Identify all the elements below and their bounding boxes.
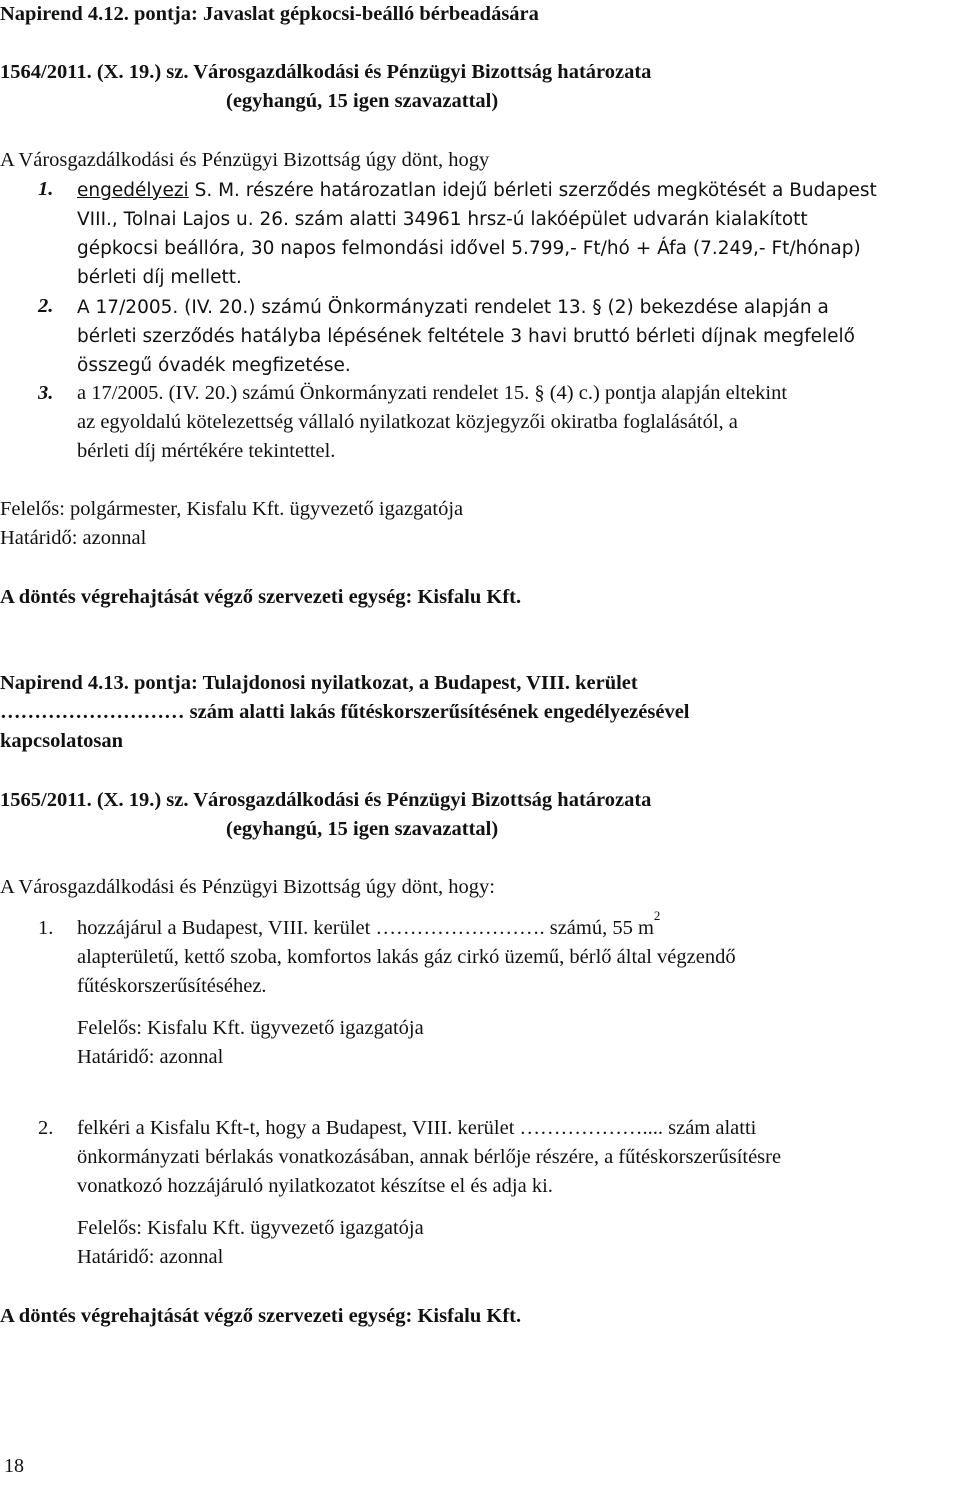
point-number: 2. (38, 1117, 54, 1139)
point-1-line-4: bérleti díj mellett. (77, 267, 242, 288)
point-text: hozzájárul a Budapest, VIII. kerület ……………………. számú, 55 m (77, 917, 654, 939)
page-number: 18 (4, 1455, 24, 1477)
point-number: 3. (38, 382, 54, 404)
decision-intro: A Városgazdálkodási és Pénzügyi Bizottság úgy dönt, hogy (0, 149, 490, 171)
point-2-line-2: önkormányzati bérlakás vonatkozásában, annak bérlője részére, a fűtéskorszerűsítésre (77, 1146, 782, 1168)
point-text: S. M. részére határozatlan idejű bérleti szerződés megkötését a Budapest (194, 180, 877, 201)
point-2-line-2: bérleti szerződés hatályba lépésének feltétele 3 havi bruttó bérleti díjnak megfelelő (77, 326, 856, 347)
agenda-item-title: Napirend 4.13. pontja: Tulajdonosi nyilatkozat, a Budapest, VIII. kerület (0, 672, 638, 694)
point-2-line-1: felkéri a Kisfalu Kft-t, hogy a Budapest, VIII. kerület ……………….... szám alatti (77, 1117, 757, 1139)
point-1-line-3: gépkocsi beállóra, 30 napos felmondási idővel 5.799,- Ft/hó + Áfa (7.249,- Ft/hónap) (77, 238, 861, 259)
point-1-line-2: alapterületű, kettő szoba, komfortos lakás gáz cirkó üzemű, bérlő által végzendő (77, 946, 736, 968)
executor-line: A döntés végrehajtását végző szervezeti egység: Kisfalu Kft. (0, 1305, 522, 1327)
point-1-line-1 (77, 176, 952, 206)
point-2-line-1: A 17/2005. (IV. 20.) számú Önkormányzati rendelet 13. § (2) bekezdése alapján a (77, 297, 829, 318)
vote-line: (egyhangú, 15 igen szavazattal) (226, 818, 499, 840)
resolution-heading: 1565/2011. (X. 19.) sz. Városgazdálkodási és Pénzügyi Bizottság határozata (0, 789, 652, 811)
deadline-line: Határidő: azonnal (0, 527, 147, 549)
responsible-line: Felelős: polgármester, Kisfalu Kft. ügyvezető igazgatója (0, 498, 464, 520)
point-responsible: Felelős: Kisfalu Kft. ügyvezető igazgatója (77, 1017, 424, 1039)
point-number: 1. (38, 178, 54, 200)
decision-intro: A Városgazdálkodási és Pénzügyi Bizottság úgy dönt, hogy: (0, 876, 495, 898)
point-1-line-2: VIII., Tolnai Lajos u. 26. szám alatti 34961 hrsz-ú lakóépület udvarán kialakított (77, 209, 808, 230)
point-3-line-3: bérleti díj mértékére tekintettel. (77, 440, 336, 462)
point-number: 1. (38, 917, 54, 939)
point-2-line-3: összegű óvadék megfizetése. (77, 355, 351, 376)
agenda-item-title-cont: ……………………… szám alatti lakás fűtéskorszerűsítésének engedélyezésével (0, 701, 690, 723)
point-number: 2. (38, 295, 54, 317)
executor-line: A döntés végrehajtását végző szervezeti egység: Kisfalu Kft. (0, 586, 522, 608)
point-deadline: Határidő: azonnal (77, 1046, 224, 1068)
agenda-item-title: Napirend 4.12. pontja: Javaslat gépkocsi-beálló bérbeadására (0, 3, 539, 25)
superscript: 2 (653, 908, 661, 924)
point-deadline: Határidő: azonnal (77, 1246, 224, 1268)
point-1-line-3: fűtéskorszerűsítéséhez. (77, 975, 267, 997)
vote-line: (egyhangú, 15 igen szavazattal) (226, 90, 499, 112)
point-3-line-2: az egyoldalú kötelezettség vállaló nyilatkozat közjegyzői okiratba foglalásától, a (77, 411, 738, 433)
resolution-heading: 1564/2011. (X. 19.) sz. Városgazdálkodási és Pénzügyi Bizottság határozata (0, 61, 652, 83)
point-verb: engedélyezi (77, 180, 189, 201)
point-3-line-1: a 17/2005. (IV. 20.) számú Önkormányzati rendelet 15. § (4) c.) pontja alapján eltekint (77, 382, 788, 404)
point-2-line-3: vonatkozó hozzájáruló nyilatkozatot készítse el és adja ki. (77, 1175, 553, 1197)
agenda-item-title-cont: kapcsolatosan (0, 730, 124, 752)
point-responsible: Felelős: Kisfalu Kft. ügyvezető igazgatója (77, 1217, 424, 1239)
point-1-line-1 (77, 908, 661, 944)
